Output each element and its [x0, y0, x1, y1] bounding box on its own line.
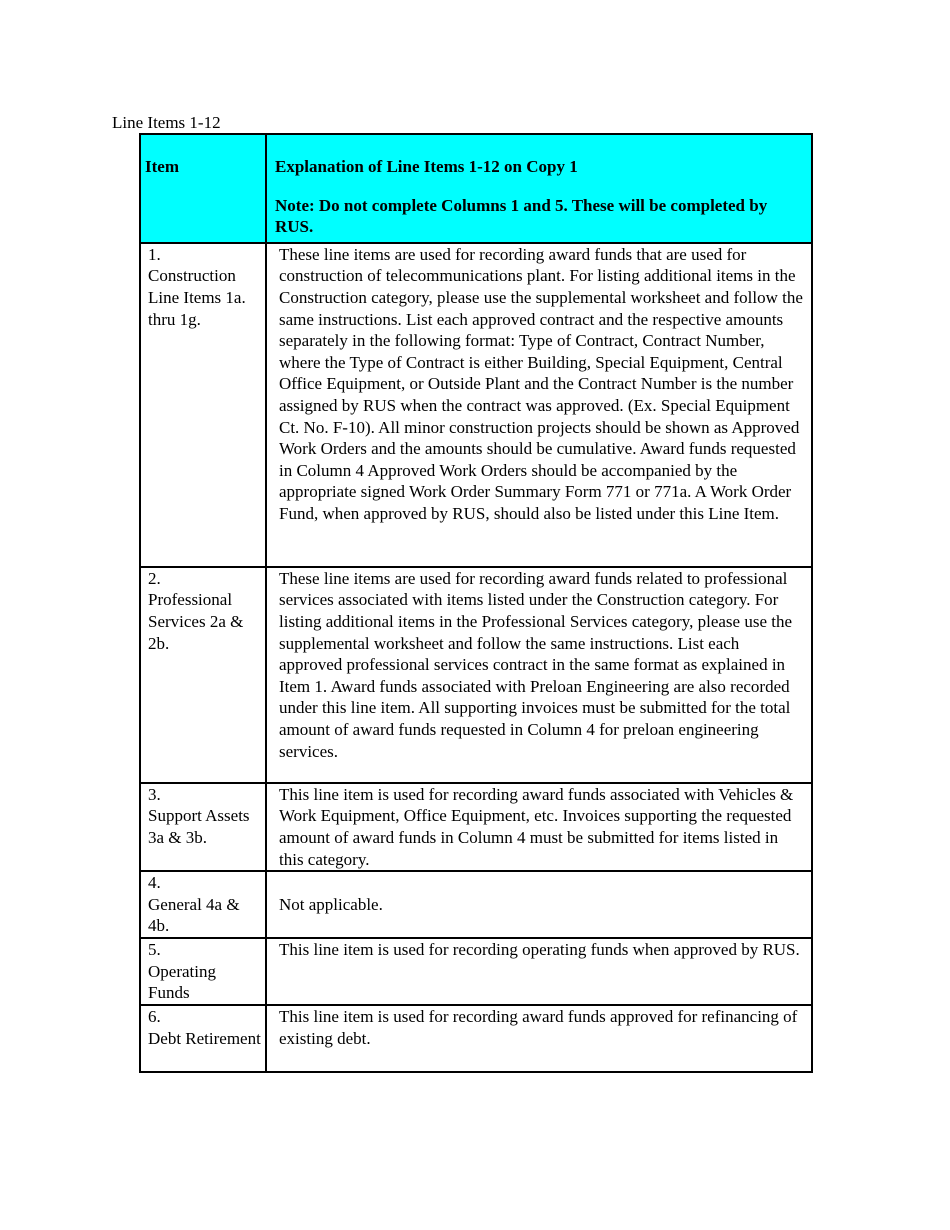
item-cell	[140, 938, 266, 1005]
table-row	[140, 567, 812, 783]
table-row	[140, 783, 812, 871]
item-number: 2.	[148, 568, 161, 588]
line-items-table	[139, 133, 813, 1073]
table-header-row	[140, 134, 812, 243]
explanation-cell: These line items are used for recording award funds that are used for construction of telecommunications plant. For listing additional items in the Construction category, please use the supplemental worksheet and follow the same instructions. List each approved contract and the respective amounts separately in the following format: Type of Contract, Contract Number, where the Type of Contract is either Building, Special Equipment, Central Office Equipment, or Outside Plant and the Contract Number is the number assigned by RUS when the contract was approved. (Ex. Special Equipment Ct. No. F-10). All minor construction projects should be shown as Approved Work Orders and the amounts should be cumulative. Award funds requested in Column 4 Approved Work Orders should be accompanied by the appropriate signed Work Order Summary Form 771 or 771a. A Work Order Fund, when approved by RUS, should also be listed under this Line Item.	[266, 243, 812, 567]
item-cell	[140, 783, 266, 871]
item-number: 5.	[148, 939, 161, 959]
item-number: 6.	[148, 1006, 161, 1026]
explanation-cell: This line item is used for recording award funds approved for refinancing of existing debt.	[266, 1005, 812, 1072]
table-row	[140, 938, 812, 1005]
item-number: 3.	[148, 784, 161, 804]
item-cell	[140, 243, 266, 567]
item-number: 1.	[148, 244, 161, 264]
header-item: Item	[140, 134, 266, 243]
explanation-cell: This line item is used for recording award funds associated with Vehicles & Work Equipment, Office Equipment, etc. Invoices supporting the requested amount of award funds in Column 4 must be submitted for items listed in this category.	[266, 783, 812, 871]
item-cell	[140, 871, 266, 938]
table-row	[140, 243, 812, 567]
item-cell	[140, 567, 266, 783]
item-cell	[140, 1005, 266, 1072]
explanation-cell: These line items are used for recording award funds related to professional services associated with items listed under the Construction category. For listing additional items in the Professional Services category, please use the supplemental worksheet and follow the same instructions. List each approved professional services contract in the same format as explained in Item 1. Award funds associated with Preloan Engineering are also recorded under this line item. All supporting invoices must be submitted for the total amount of award funds requested in Column 4 for preloan engineering services.	[266, 567, 812, 783]
item-label: General 4a & 4b.	[148, 894, 240, 936]
table-row	[140, 871, 812, 938]
item-label: Professional Services 2a & 2b.	[148, 590, 244, 653]
header-title: Explanation of Line Items 1-12 on Copy 1	[275, 157, 578, 176]
header-explanation	[266, 134, 812, 243]
item-number: 4.	[148, 873, 161, 893]
explanation-cell: Not applicable.	[266, 871, 812, 938]
item-label: Debt Retirement	[148, 1028, 261, 1048]
item-label: Support Assets 3a & 3b.	[148, 806, 250, 847]
table-caption: Line Items 1-12	[112, 113, 221, 132]
explanation-cell: This line item is used for recording operating funds when approved by RUS.	[266, 938, 812, 1005]
item-label: Construction Line Items 1a. thru 1g.	[148, 266, 246, 329]
header-note: Note: Do not complete Columns 1 and 5. These will be completed by RUS.	[275, 195, 768, 237]
table-row	[140, 1005, 812, 1072]
item-label: Operating Funds	[148, 961, 216, 1003]
